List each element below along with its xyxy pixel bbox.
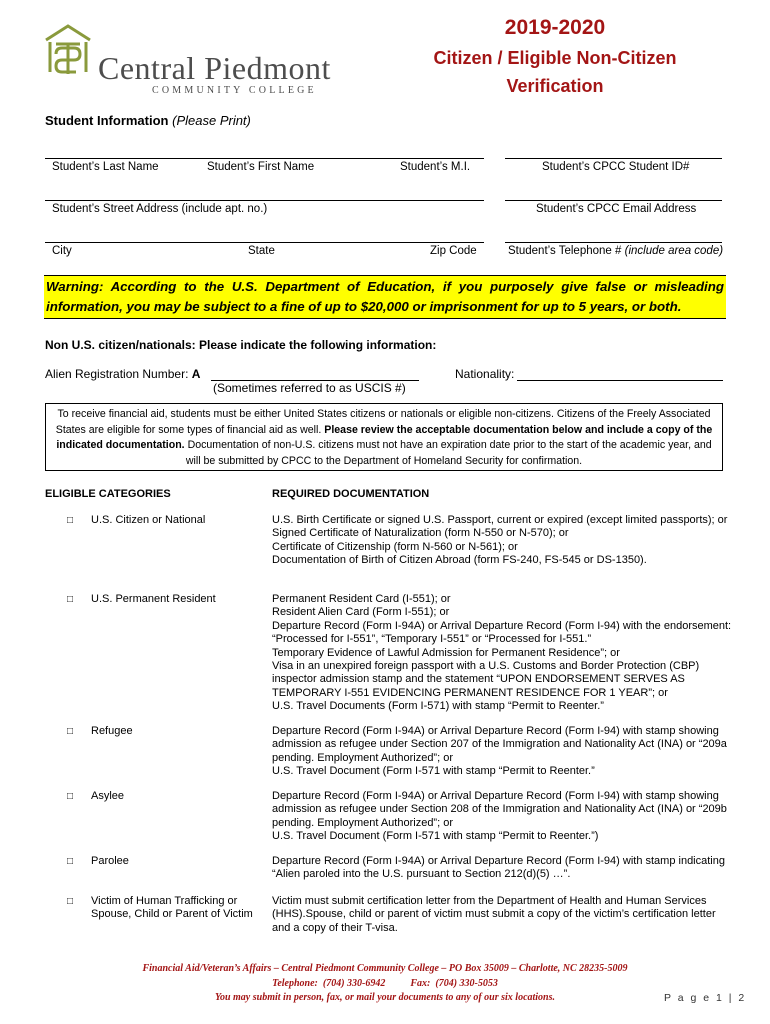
documentation-list — [272, 790, 732, 844]
doc-item: Temporary Evidence of Lawful Admission for Permanent Residence”; or — [272, 646, 620, 659]
doc-item: Departure Record (Form I-94A) or Arrival Departure Record (Form I-94) with stamp indicating “Alien paroled into the U.S. pursuant to Section 212(d)(5) …”. — [272, 855, 725, 881]
doc-item: Departure Record (Form I-94A) or Arrival Departure Record (Form I-94) with stamp showing admission as refugee under Section 207 of the Immigration and Nationality Act (INA) or “209a pending. Employment Authorized”; or — [272, 725, 727, 764]
checkbox[interactable]: □ — [67, 896, 74, 907]
alien-number-label — [45, 367, 200, 381]
documentation-list — [272, 593, 732, 714]
checkbox[interactable]: □ — [67, 594, 74, 605]
doc-item: Departure Record (Form I-94A) or Arrival Departure Record (Form I-94) with stamp showing admission as refugee under Section 208 of the Immigration and Nationality Act (INA) or “209b pending. Employment Authorized”; or — [272, 790, 727, 829]
doc-item: Signed Certificate of Naturalization (form N-550 or N-570); or — [272, 527, 569, 540]
student-id-line[interactable] — [505, 158, 722, 159]
last-name-label: Student’s Last Name — [52, 161, 159, 173]
address-label: Student’s Street Address (include apt. no.) — [52, 203, 268, 215]
category-label: Victim of Human Trafficking or Spouse, Child or Parent of Victim — [91, 895, 253, 921]
non-citizen-heading: Non U.S. citizen/nationals: Please indicate the following information: — [45, 338, 437, 352]
doc-item: Visa in an unexpired foreign passport with a U.S. Customs and Border Protection (CBP) inspector admission stamp and the statement “UPON ENDORSEMENT SERVES AS TEMPORARY I-551 EVIDENCING PERMANENT RESIDENCE FOR 1 YEAR”; or — [272, 660, 700, 699]
student-id-label: Student’s CPCC Student ID# — [542, 161, 690, 173]
category-label: Refugee — [91, 725, 133, 737]
documentation-list — [272, 855, 732, 882]
phone-label-text: Student’s Telephone # — [508, 245, 622, 257]
documentation-list — [272, 895, 732, 935]
student-info-heading: Student Information — [45, 113, 169, 128]
category-label: Asylee — [91, 790, 125, 802]
city-line[interactable] — [45, 242, 484, 243]
checkbox[interactable]: □ — [67, 791, 74, 802]
title-line-1: Citizen / Eligible Non-Citizen — [433, 48, 677, 68]
doc-item: Certificate of Citizenship (form N-560 or N-561); or — [272, 540, 518, 553]
email-label: Student’s CPCC Email Address — [536, 203, 697, 215]
doc-item: U.S. Birth Certificate or signed U.S. Passport, current or expired (except limited passports); or — [272, 514, 728, 526]
instructions-text-2: Documentation of non-U.S. citizens must not have an expiration date prior to the start of the academic year, and will be submitted by CPCC to the Department of Homeland Security for confirmation. — [184, 439, 712, 467]
page-number: P a g e 1 | 2 — [664, 992, 747, 1004]
student-info-note: (Please Print) — [172, 113, 251, 128]
alien-number-note: (Sometimes referred to as USCIS #) — [213, 381, 406, 395]
phone-label-note: (include area code) — [624, 245, 724, 257]
document-year: 2019-2020 — [504, 16, 606, 39]
logo-name: Central Piedmont — [98, 50, 331, 86]
first-name-label: Student’s First Name — [207, 161, 315, 173]
warning-banner: Warning: According to the U.S. Department of Education, if you purposely give false or misleading information, you may be subject to a fine of up to $20,000 or imprisonment for up to 5 years, or both. — [44, 275, 726, 319]
nationality-label: Nationality: — [455, 367, 515, 381]
document-title — [400, 44, 710, 100]
doc-item: Victim must submit certification letter from the Department of Health and Human Services (HHS).Spouse, child or parent of victim must submit a copy of the victim’s certification letter and a copy of their T-visa. — [272, 895, 716, 934]
zip-label: Zip Code — [430, 245, 477, 257]
instructions-box — [45, 403, 723, 471]
name-line[interactable] — [45, 158, 484, 159]
checkbox[interactable]: □ — [67, 515, 74, 526]
title-line-2: Verification — [506, 76, 604, 96]
instructions-text-bold: Please review the acceptable documentation below and include a copy of the indicated documentation. — [56, 423, 713, 451]
required-docs-header: REQUIRED DOCUMENTATION — [272, 488, 430, 500]
alien-prefix: A — [191, 367, 201, 381]
doc-item: U.S. Travel Document (Form I-571 with stamp “Permit to Reenter.” — [272, 765, 595, 778]
footer — [60, 962, 710, 1006]
student-info-title — [45, 113, 251, 128]
doc-item: Permanent Resident Card (I-551); or — [272, 593, 451, 605]
phone-line[interactable] — [505, 242, 722, 243]
logo-subtitle: COMMUNITY COLLEGE — [152, 85, 317, 96]
city-label: City — [52, 245, 72, 257]
footer-phone-fax: Telephone: (704) 330-6942 Fax: (704) 330-5053 — [272, 977, 498, 989]
footer-submit-note: You may submit in person, fax, or mail your documents to any of our six locations. — [214, 992, 556, 1003]
footer-address: Financial Aid/Veteran’s Affairs – Central Piedmont Community College – PO Box 35009 – Charlotte, NC 28235-5009 — [142, 963, 628, 974]
doc-item: U.S. Travel Document (Form I-571 with stamp “Permit to Reenter.”) — [272, 830, 599, 843]
phone-label — [508, 245, 723, 257]
documentation-list — [272, 725, 732, 779]
doc-item: U.S. Travel Documents (Form I-571) with stamp “Permit to Reenter.” — [272, 700, 604, 713]
alien-label-text: Alien Registration Number: — [45, 367, 189, 381]
instructions-text-1: To receive financial aid, students must be either United States citizens or nationals or eligible non-citizens. Citizens of the Freely Associated States are eligible for some types of financial aid as well. — [55, 408, 711, 436]
mi-label: Student’s M.I. — [400, 161, 471, 173]
eligible-categories-header: ELIGIBLE CATEGORIES — [45, 488, 171, 500]
nationality-field[interactable] — [517, 380, 723, 381]
doc-item: Documentation of Birth of Citizen Abroad (form FS-240, FS-545 or DS-1350). — [272, 554, 647, 567]
email-line[interactable] — [505, 200, 722, 201]
doc-item: Resident Alien Card (Form I-551); or — [272, 606, 450, 619]
category-label: Parolee — [91, 855, 129, 867]
category-label: U.S. Permanent Resident — [91, 593, 216, 605]
state-label: State — [248, 245, 275, 257]
documentation-list — [272, 514, 732, 568]
doc-item: Departure Record (Form I-94A) or Arrival Departure Record (Form I-94) with the endorsement: “Processed for I-551”, “Temporary I-551” or “Processed for I-551.” — [272, 619, 732, 646]
checkbox[interactable]: □ — [67, 726, 74, 737]
checkbox[interactable]: □ — [67, 856, 74, 867]
category-label: U.S. Citizen or National — [91, 514, 206, 526]
address-line[interactable] — [45, 200, 484, 201]
